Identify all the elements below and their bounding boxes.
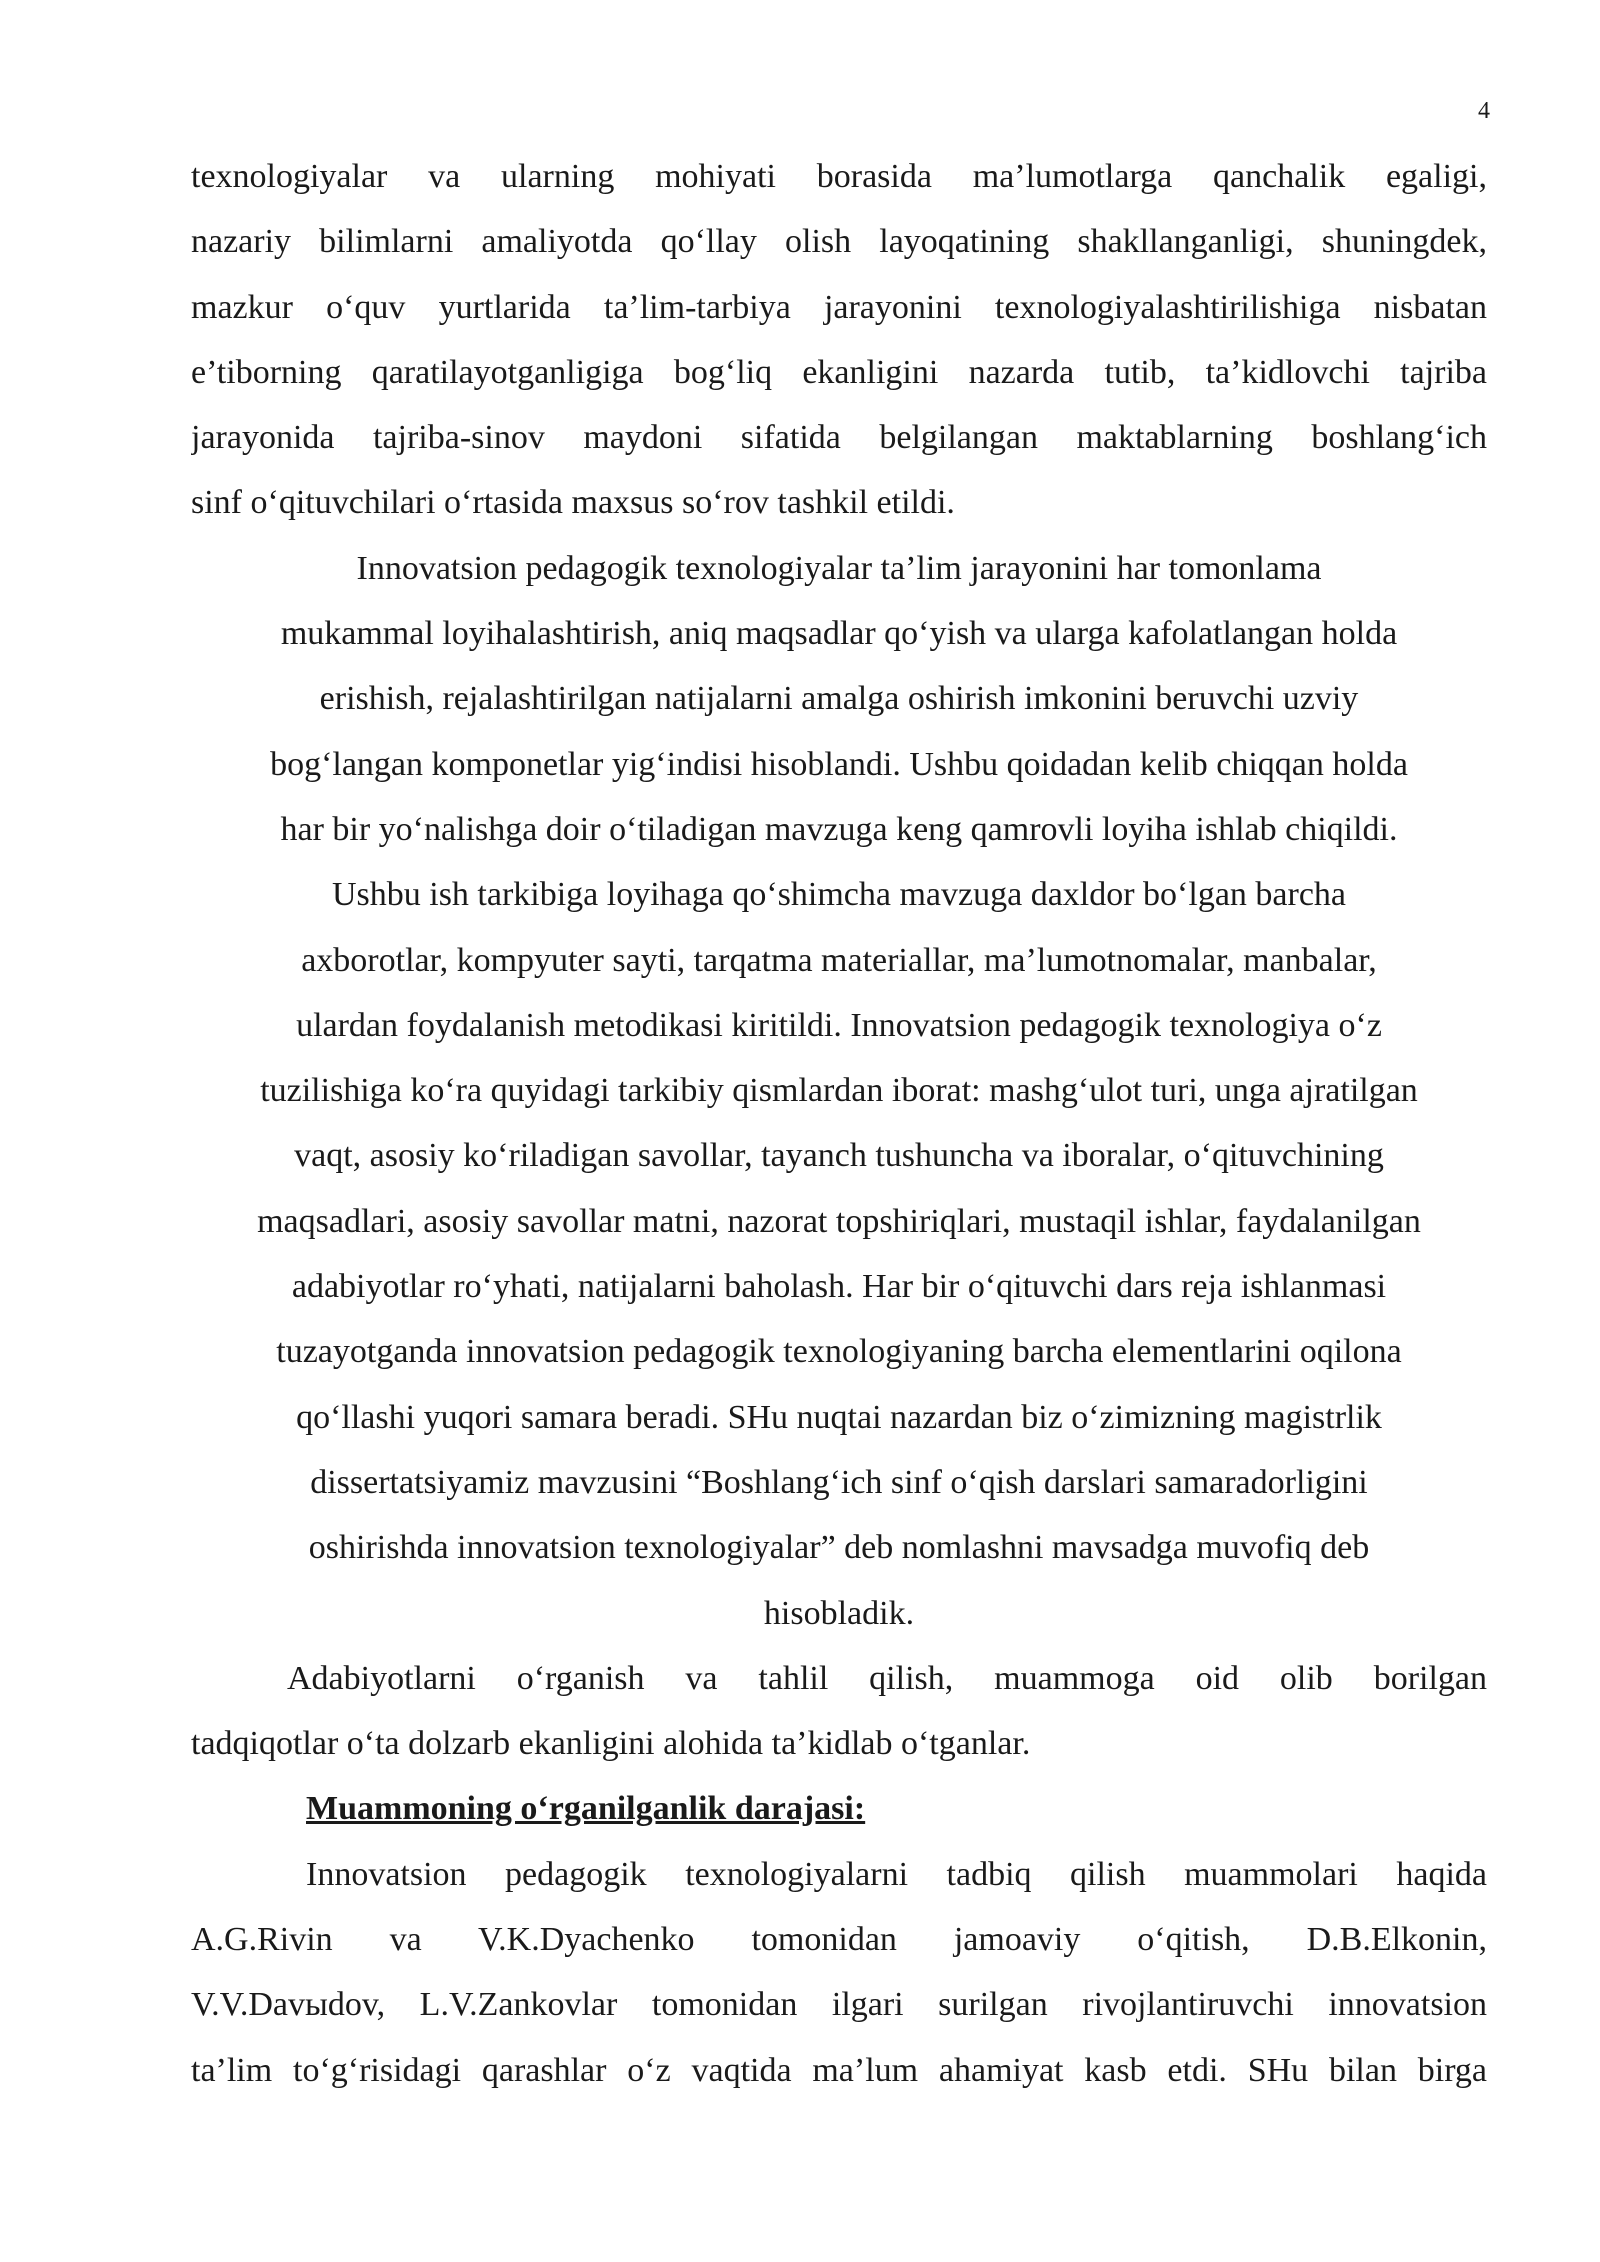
text-line: tuzayotganda innovatsion pedagogik texnologiyaning barcha elementlarini oqilona	[276, 1333, 1402, 1371]
paragraph-innovative-technologies	[191, 536, 1487, 1646]
text-line: har bir yo‘nalishga doir o‘tiladigan mavzuga keng qamrovli loyiha ishlab chiqildi.	[280, 810, 1398, 848]
text-line: maqsadlari, asosiy savollar matni, nazorat topshiriqlari, mustaqil ishlar, faydalanilgan	[257, 1202, 1421, 1240]
text-line: qo‘llashi yuqori samara beradi. SHu nuqtai nazardan biz o‘zimizning magistrlik	[296, 1398, 1382, 1436]
text-line: jarayonida tajriba-sinov maydoni sifatida belgilangan maktablarning boshlang‘ich	[191, 419, 1487, 457]
paragraph-research-level	[191, 1842, 1487, 2103]
text-line: hisobladik.	[763, 1594, 915, 1632]
page-number: 4	[1478, 98, 1490, 124]
paragraph-survey	[191, 144, 1487, 536]
text-line: e’tiborning qaratilayotganligiga bog‘liq ekanligini nazarda tutib, ta’kidlovchi tajriba	[191, 353, 1487, 391]
text-line: Innovatsion pedagogik texnologiyalarni tadbiq qilish muammolari haqida	[306, 1855, 1487, 1893]
text-line: ta’lim to‘g‘risidagi qarashlar o‘z vaqtida ma’lum ahamiyat kasb etdi. SHu bilan birga	[191, 2051, 1487, 2089]
text-line: erishish, rejalashtirilgan natijalarni amalga oshirish imkonini beruvchi uzviy	[319, 680, 1359, 718]
text-line: oshirishda innovatsion texnologiyalar” deb nomlashni mavsadga muvofiq deb	[308, 1529, 1370, 1567]
text-line: mazkur o‘quv yurtlarida ta’lim-tarbiya jarayonini texnologiyalashtirilishiga nisbatan	[191, 288, 1487, 326]
text-line: adabiyotlar ro‘yhati, natijalarni baholash. Har bir o‘qituvchi dars reja ishlanmasi	[291, 1268, 1387, 1306]
text-line: mukammal loyihalashtirish, aniq maqsadlar qo‘yish va ularga kafolatlangan holda	[280, 615, 1398, 653]
text-line: ulardan foydalanish metodikasi kiritildi. Innovatsion pedagogik texnologiya o‘z	[296, 1006, 1382, 1044]
text-line: A.G.Rivin va V.K.Dyachenko tomonidan jamoaviy o‘qitish, D.B.Elkonin,	[191, 1921, 1487, 1959]
text-line: vaqt, asosiy ko‘riladigan savollar, tayanch tushuncha va iboralar, o‘qituvchining	[294, 1137, 1384, 1175]
text-line: axborotlar, kompyuter sayti, tarqatma materiallar, ma’lumotnomalar, manbalar,	[301, 941, 1377, 979]
text-line: tuzilishiga ko‘ra quyidagi tarkibiy qismlardan iborat: mashg‘ulot turi, unga ajratilgan	[260, 1072, 1418, 1110]
text-line: texnologiyalar va ularning mohiyati borasida ma’lumotlarga qanchalik egaligi,	[191, 158, 1487, 195]
text-line: V.V.Davыdov, L.V.Zankovlar tomonidan ilgari surilgan rivojlantiruvchi innovatsion	[191, 1986, 1487, 2024]
text-line: Adabiyotlarni o‘rganish va tahlil qilish, muammoga oid olib borilgan	[287, 1659, 1487, 1697]
text-line: Innovatsion pedagogik texnologiyalar ta’lim jarayonini har tomonlama	[356, 549, 1322, 587]
paragraph-literature	[191, 1646, 1487, 1777]
text-line: bog‘langan komponetlar yig‘indisi hisoblandi. Ushbu qoidadan kelib chiqqan holda	[270, 745, 1408, 783]
text-line: sinf o‘qituvchilari o‘rtasida maxsus so‘rov tashkil etildi.	[191, 484, 955, 522]
text-line: Ushbu ish tarkibiga loyihaga qo‘shimcha mavzuga daxldor bo‘lgan barcha	[331, 876, 1347, 914]
text-line: dissertatsiyamiz mavzusini “Boshlang‘ich sinf o‘qish darslari samaradorligini	[310, 1463, 1368, 1501]
text-line: tadqiqotlar o‘ta dolzarb ekanligini alohida ta’kidlab o‘tganlar.	[191, 1725, 1031, 1763]
section-heading: Muammoning o‘rganilganlik darajasi:	[306, 1790, 866, 1828]
text-line: nazariy bilimlarni amaliyotda qo‘llay olish layoqatining shakllanganligi, shuningdek,	[191, 223, 1487, 261]
document-body	[191, 144, 1487, 2103]
